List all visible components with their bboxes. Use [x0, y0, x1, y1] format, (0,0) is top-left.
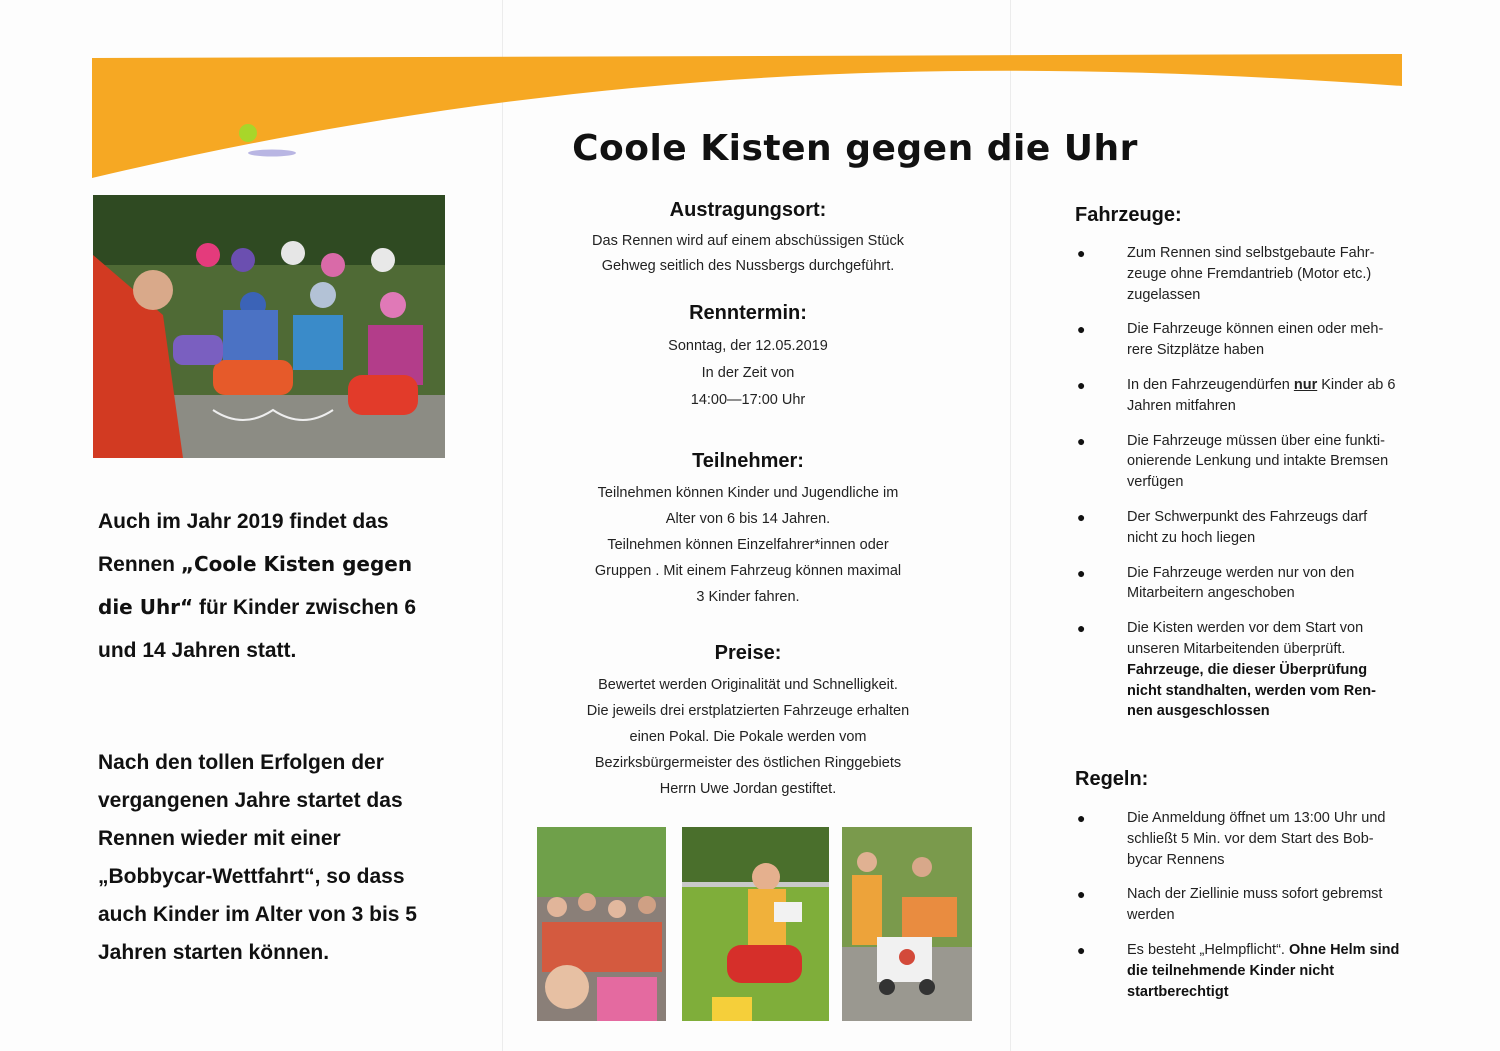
termin-line-1: Sonntag, der 12.05.2019	[668, 338, 828, 354]
regeln-list	[1075, 808, 1400, 1002]
history-text	[98, 744, 443, 972]
section-teilnehmer	[578, 448, 918, 610]
intro-text	[98, 500, 443, 672]
list-item	[1075, 884, 1400, 926]
fahrzeuge-heading: Fahrzeuge:	[1075, 204, 1182, 226]
regeln-section	[1075, 768, 1400, 791]
ort-line-1: Das Rennen wird auf einem abschüssigen Stück	[592, 233, 904, 249]
ort-line-2: Gehweg seitlich des Nussbergs durchgeführt.	[601, 258, 895, 274]
teilnehmer-heading: Teilnehmer:	[692, 450, 804, 472]
list-item	[1075, 808, 1400, 870]
preise-line-5: Herrn Uwe Jordan gestiftet.	[659, 781, 837, 797]
section-preise	[578, 640, 918, 802]
preise-line-2: Die jeweils drei erstplatzierten Fahrzeuge erhalten	[586, 703, 910, 719]
section-austragungsort	[578, 198, 918, 279]
intro-part2: für Kinder zwischen 6 und 14 Jahren statt.	[98, 596, 417, 662]
fahrzeuge-item-5: Der Schwerpunkt des Fahrzeugs darf nicht zu hoch liegen	[1127, 508, 1368, 546]
teilnehmer-line-2: Alter von 6 bis 14 Jahren.	[665, 511, 831, 527]
bullet-icon: ●	[1077, 810, 1086, 826]
photo-children-bobbycars	[93, 195, 445, 458]
fahrzeuge-list	[1075, 243, 1400, 722]
preise-line-3: einen Pokal. Die Pokale werden vom	[629, 729, 867, 745]
history-paragraph: Nach den tollen Erfolgen der vergangenen Jahre startet das Rennen wieder mit einer „Bobbycar-Wettfahrt“, so dass auch Kinder im Alter von 3 bis 5 Jahren starten können.	[98, 751, 417, 964]
bullet-icon: ●	[1077, 245, 1086, 261]
list-item	[1075, 319, 1400, 361]
ort-heading: Austragungsort:	[669, 199, 827, 221]
fahrzeuge-item-7: Die Kisten werden vor dem Start von unseren Mitarbeitenden überprüft.	[1127, 620, 1364, 657]
intro-event-title: „Coole Kisten gegen die Uhr“	[98, 552, 413, 619]
photo-crowd	[537, 827, 666, 1021]
fahrzeuge-item-6: Die Fahrzeuge werden nur von den Mitarbeitern angeschoben	[1127, 564, 1355, 602]
regeln-item-3: Es besteht „Helmpflicht“.	[1127, 941, 1285, 958]
preise-line-4: Bezirksbürgermeister des östlichen Ringgebiets	[594, 755, 902, 771]
list-item	[1075, 940, 1400, 1002]
fahrzeuge-item-3-post: Kinder ab 6 Jahren mitfahren	[1127, 376, 1396, 414]
fahrzeuge-section	[1075, 204, 1400, 227]
list-item	[1075, 618, 1400, 722]
list-item	[1075, 431, 1400, 493]
termin-line-3: 14:00—17:00 Uhr	[690, 392, 806, 408]
regeln-item-2: Nach der Ziellinie muss sofort gebremst werden	[1127, 886, 1383, 924]
fahrzeuge-item-2: Die Fahrzeuge können einen oder meh-rere Sitzplätze haben	[1127, 321, 1384, 359]
termin-heading: Renntermin:	[689, 302, 807, 324]
list-item	[1075, 507, 1400, 549]
regeln-item-1: Die Anmeldung öffnet um 13:00 Uhr und schließt 5 Min. vor dem Start des Bob-bycar Rennens	[1127, 810, 1386, 868]
photo-child-on-bobbycar	[682, 827, 829, 1021]
bullet-icon: ●	[1077, 432, 1086, 449]
bullet-icon: ●	[1077, 620, 1086, 637]
preise-heading: Preise:	[714, 642, 782, 664]
bullet-icon: ●	[1077, 376, 1086, 393]
teilnehmer-line-1: Teilnehmen können Kinder und Jugendliche im	[597, 485, 899, 501]
teilnehmer-line-5: 3 Kinder fahren.	[696, 589, 800, 605]
bullet-icon: ●	[1077, 564, 1086, 581]
bullet-icon: ●	[1077, 941, 1086, 958]
list-item	[1075, 375, 1400, 417]
photo-race-helpers	[842, 827, 972, 1021]
green-dot	[239, 124, 257, 142]
bullet-icon: ●	[1077, 508, 1086, 525]
teilnehmer-line-3: Teilnehmen können Einzelfahrer*innen oder	[607, 537, 889, 553]
fahrzeuge-item-3-pre: In den Fahrzeugendürfen	[1127, 376, 1294, 393]
termin-line-2: In der Zeit von	[701, 365, 795, 381]
intro-part1: Auch im Jahr 2019 findet das Rennen	[98, 510, 389, 576]
list-item	[1075, 243, 1400, 305]
bullet-icon: ●	[1077, 321, 1086, 338]
bullet-icon: ●	[1077, 886, 1086, 903]
section-renntermin	[578, 300, 918, 414]
fahrzeuge-item-3-emphasis: nur	[1293, 376, 1318, 393]
banner-shadow	[248, 150, 296, 157]
regeln-heading: Regeln:	[1075, 768, 1149, 790]
list-item	[1075, 563, 1400, 605]
teilnehmer-line-4: Gruppen . Mit einem Fahrzeug können maximal	[594, 563, 902, 579]
fahrzeuge-item-7-bold: Fahrzeuge, die dieser Überprüfung nicht standhalten, werden vom Ren-nen ausgeschlossen	[1127, 661, 1376, 720]
regeln-item-3-bold: Ohne Helm sind die teilnehmende Kinder nicht startberechtigt	[1127, 941, 1400, 1000]
fahrzeuge-item-4: Die Fahrzeuge müssen über eine funkti-onierende Lenkung und intakte Bremsen verfügen	[1127, 432, 1389, 491]
page-title: Coole Kisten gegen die Uhr	[572, 128, 1138, 169]
fahrzeuge-item-1: Zum Rennen sind selbstgebaute Fahr-zeuge ohne Fremdantrieb (Motor etc.) zugelassen	[1127, 245, 1375, 303]
orange-banner	[0, 0, 1500, 200]
preise-line-1: Bewertet werden Originalität und Schnelligkeit.	[598, 677, 898, 693]
